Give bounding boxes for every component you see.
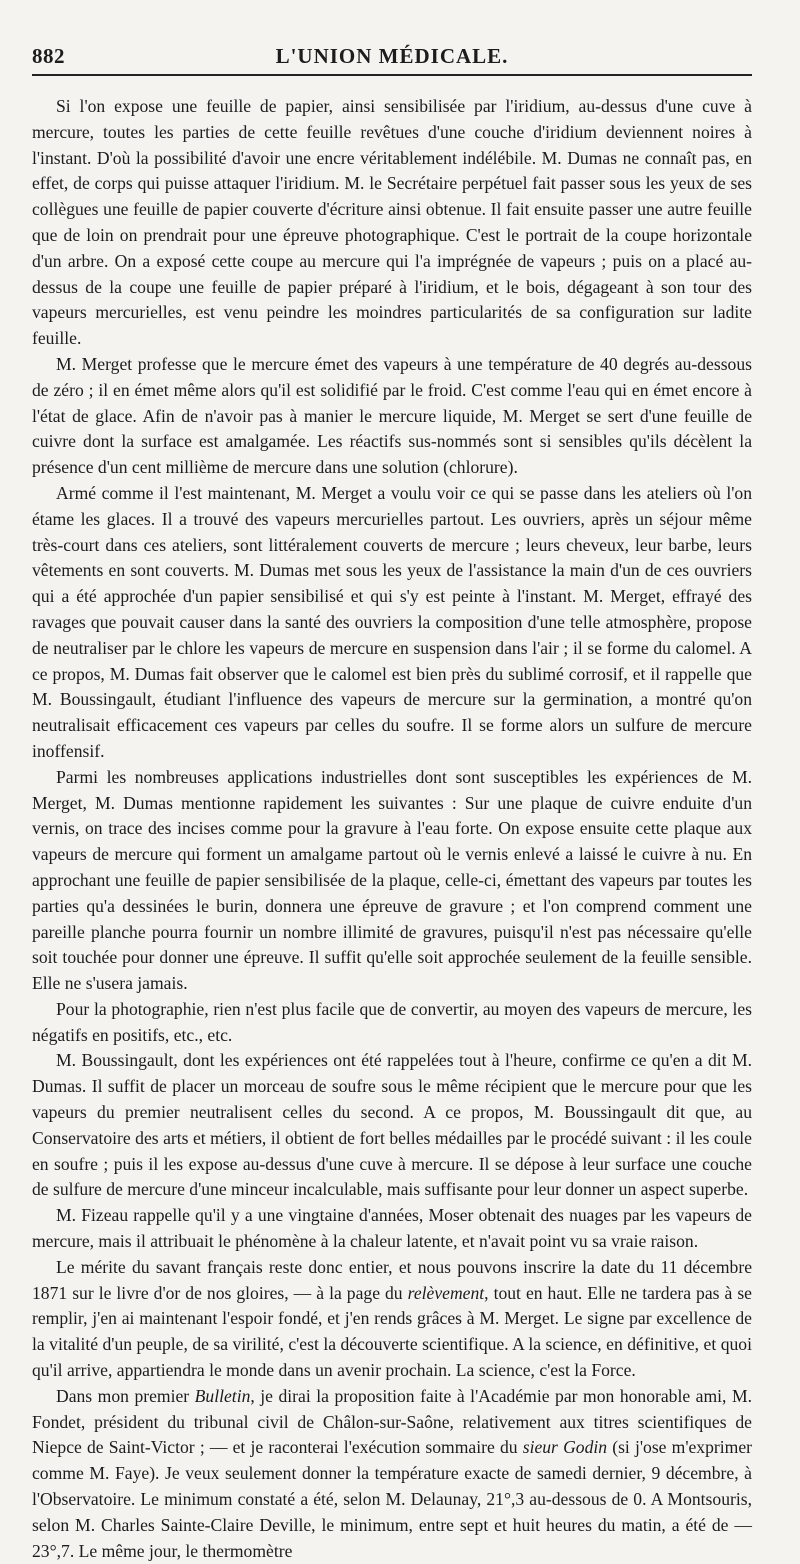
- page-header: [32, 40, 752, 70]
- paragraph: M. Boussingault, dont les expériences ont été rappelées tout à l'heure, confirme ce qu'en a dit M. Dumas. Il suffit de placer un morceau de soufre sous le même récipient que le mercure pour que les vapeurs du premier neutralisent celles du second. A ce propos, M. Boussingault dit que, au Conservatoire des arts et métiers, il obtient de fort belles médailles par le procédé suivant : il les coule en soufre ; puis il les expose au-dessus d'une cuve à mercure. Il se dépose à leur surface une couche de sulfure de mercure d'une minceur incalculable, mais suffisante pour leur donner un aspect superbe.: [32, 1050, 752, 1200]
- running-title: L'UNION MÉDICALE.: [275, 44, 509, 68]
- italic-text: relèvement: [407, 1282, 485, 1303]
- paragraph-text: , tout en haut. Elle ne tardera pas à se remplir, j'en ai maintenant l'espoir fondé, et j'en rends grâces à M. Merget. Le signe par excellence de la vitalité d'un peuple, de sa virilité, c'est la découverte scientifique. A la science, en définitive, et quoi qu'il arrive, appartiendra le monde dans un avenir prochain. La science, c'est la Force.: [32, 1282, 752, 1381]
- paragraph: Pour la photographie, rien n'est plus facile que de convertir, au moyen des vapeurs de mercure, les négatifs en positifs, etc., etc.: [32, 998, 752, 1045]
- italic-text: Bulletin: [194, 1385, 251, 1406]
- header-rule: [32, 74, 752, 76]
- paragraph: Parmi les nombreuses applications industrielles dont sont susceptibles les expériences de M. Merget, M. Dumas mentionne rapidement les suivantes : Sur une plaque de cuivre enduite d'un vernis, on trace des incises comme pour la gravure à l'eau forte. On expose ensuite cette plaque aux vapeurs de mercure qui forment un amalgame partout où le vernis enlevé a laissé le cuivre à nu. En approchant une feuille de papier sensibilisée de la plaque, celle-ci, émettant des vapeurs par toutes les parties qu'a dessinées le burin, donnera une épreuve de gravure ; et l'on comprend comment une pareille planche pourra fournir un nombre illimité de gravures, puisqu'il n'est pas nécessaire qu'elle soit touchée pour donner une épreuve. Il suffit qu'elle soit approchée seulement de la feuille sensible. Elle ne s'usera jamais.: [32, 766, 752, 994]
- paragraph-text: Le mérite du savant français reste donc entier, et nous pouvons inscrire la date du 11 décembre 1871 sur le livre d'or de nos gloires, — à la page du: [32, 1256, 752, 1303]
- paragraph: M. Fizeau rappelle qu'il y a une vingtaine d'années, Moser obtenait des nuages par les vapeurs de mercure, mais il attribuait le phénomène à la chaleur latente, et n'avait point vu sa vraie raison.: [32, 1205, 752, 1252]
- paragraph: Armé comme il l'est maintenant, M. Merget a voulu voir ce qui se passe dans les ateliers où l'on étame les glaces. Il a trouvé des vapeurs mercurielles partout. Les ouvriers, après un séjour même très-court dans ces ateliers, sont littéralement couverts de mercure ; leurs cheveux, leur barbe, leurs vêtements en sont couverts. M. Dumas met sous les yeux de l'assistance la main d'un de ces ouvriers qui a été approchée d'un papier sensibilisé et qui s'y est peinte à l'instant. M. Merget, effrayé des ravages que pouvait causer dans la santé des ouvriers la composition d'une telle atmosphère, propose de neutraliser par le chlore les vapeurs de mercure en suspension dans l'air ; il se forme du calomel. A ce propos, M. Dumas fait observer que le calomel est bien près du sublimé corrosif, et il rappelle que M. Boussingault, étudiant l'influence des vapeurs de mercure sur la germination, a montré qu'on neutralisait efficacement ces vapeurs par celles du soufre. Il se forme alors un sulfure de mercure inoffensif.: [32, 482, 752, 761]
- italic-text: sieur Godin: [522, 1437, 608, 1458]
- paragraph: M. Merget professe que le mercure émet des vapeurs à une température de 40 degrés au-dessous de zéro ; il en émet même alors qu'il est solidifié par le froid. C'est comme l'eau qui en émet encore à l'état de glace. Afin de n'avoir pas à manier le mercure liquide, M. Merget se sert d'une feuille de cuivre dont la surface est amalgamée. Les réactifs sus-nommés sont si sensibles qu'ils décèlent la présence d'un cent millième de mercure dans une solution (chlorure).: [32, 353, 752, 478]
- paragraph-text: (si j'ose m'exprimer comme M. Faye). Je veux seulement donner la température exacte de samedi dernier, 9 décembre, à l'Observatoire. Le minimum constaté a été, selon M. Delaunay, 21°,3 au-dessous de 0. A Montsouris, selon M. Charles Sainte-Claire Deville, le minimum, entre sept et huit heures du matin, a été de — 23°,7. Le même jour, le thermomètre: [32, 1437, 753, 1561]
- paragraph-text: Dans mon premier: [56, 1385, 195, 1406]
- paragraph: [32, 1384, 752, 1564]
- paragraph-text: , je dirai la proposition faite à l'Académie par mon honorable ami, M. Fondet, président du tribunal civil de Châlon-sur-Saône, relativement aux titres scientifiques de Niepce de Saint-Victor ; — et je raconterai l'exécution sommaire du: [32, 1385, 752, 1458]
- paragraph: [32, 1255, 752, 1384]
- article-body: [32, 94, 752, 1564]
- page-number: 882: [32, 44, 65, 68]
- paragraph: Si l'on expose une feuille de papier, ainsi sensibilisée par l'iridium, au-dessus d'une cuve à mercure, toutes les parties de cette feuille revêtues d'une couche d'iridium deviennent noires à l'instant. D'où la possibilité d'avoir une encre véritablement indélébile. M. Dumas ne connaît pas, en effet, de corps qui puisse attaquer l'iridium. M. le Secrétaire perpétuel fait passer sous les yeux de ses collègues une feuille de papier couverte d'écriture ainsi obtenue. Il fait ensuite passer une autre feuille que de loin on prendrait pour une épreuve photographique. C'est le portrait de la coupe horizontale d'un arbre. On a exposé cette coupe au mercure qui l'a imprégnée de vapeurs ; puis on a placé au-dessus de la coupe une feuille de papier préparé à l'iridium, et le bois, dégageant à son tour des vapeurs mercurielles, est venu peindre les moindres particularités de sa configuration sur ladite feuille.: [32, 96, 752, 349]
